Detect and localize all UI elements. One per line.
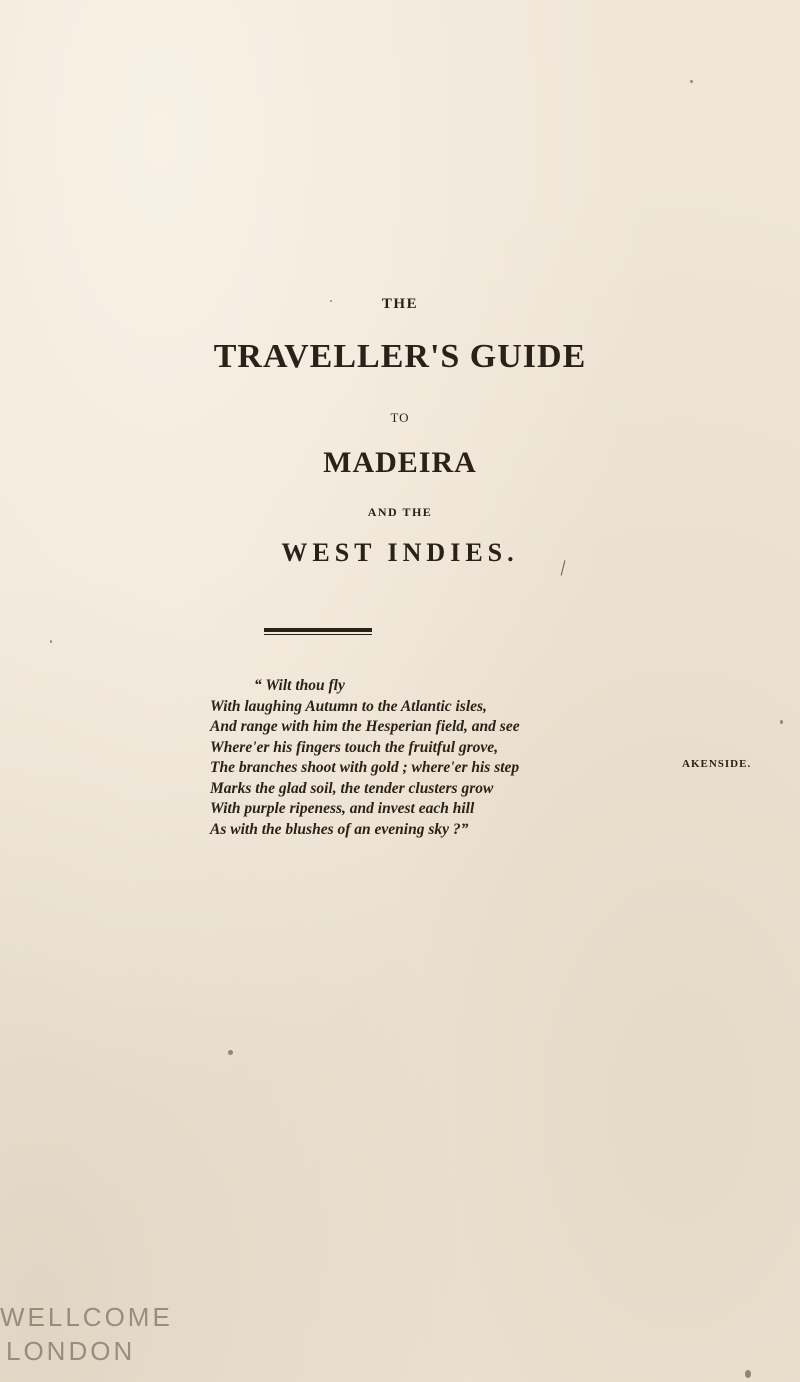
epigraph-line: With laughing Autumn to the Atlantic isles, <box>210 697 487 715</box>
epigraph-line: “ Wilt thou fly <box>254 677 345 694</box>
epigraph-line: The branches shoot with gold ; where'er his step <box>210 759 520 776</box>
main-title: TRAVELLER'S GUIDE <box>213 338 587 375</box>
epigraph-line: As with the blushes of an evening sky ?” <box>210 820 469 838</box>
title-madeira: MADEIRA <box>323 446 477 479</box>
library-stamp-line-two: LONDON <box>6 1336 136 1366</box>
epigraph-line: And range with him the Hesperian field, and see <box>210 718 520 735</box>
title-the: THE <box>381 296 419 312</box>
epigraph-line: With purple ripeness, and invest each hill <box>210 800 475 817</box>
title-west-indies: WEST INDIES. <box>281 538 519 567</box>
pencil-mark: / <box>558 554 568 581</box>
title-and-the: AND THE <box>367 505 433 519</box>
epigraph-line: Marks the glad soil, the tender clusters grow <box>210 779 494 797</box>
title-to: TO <box>390 410 410 425</box>
epigraph-line: Where'er his fingers touch the fruitful grove, <box>210 738 499 756</box>
divider-rule <box>264 628 372 632</box>
epigraph-attribution: AKENSIDE. <box>682 758 752 770</box>
library-stamp-line-one: WELLCOME <box>0 1302 173 1332</box>
divider-rule-thin <box>264 634 372 635</box>
